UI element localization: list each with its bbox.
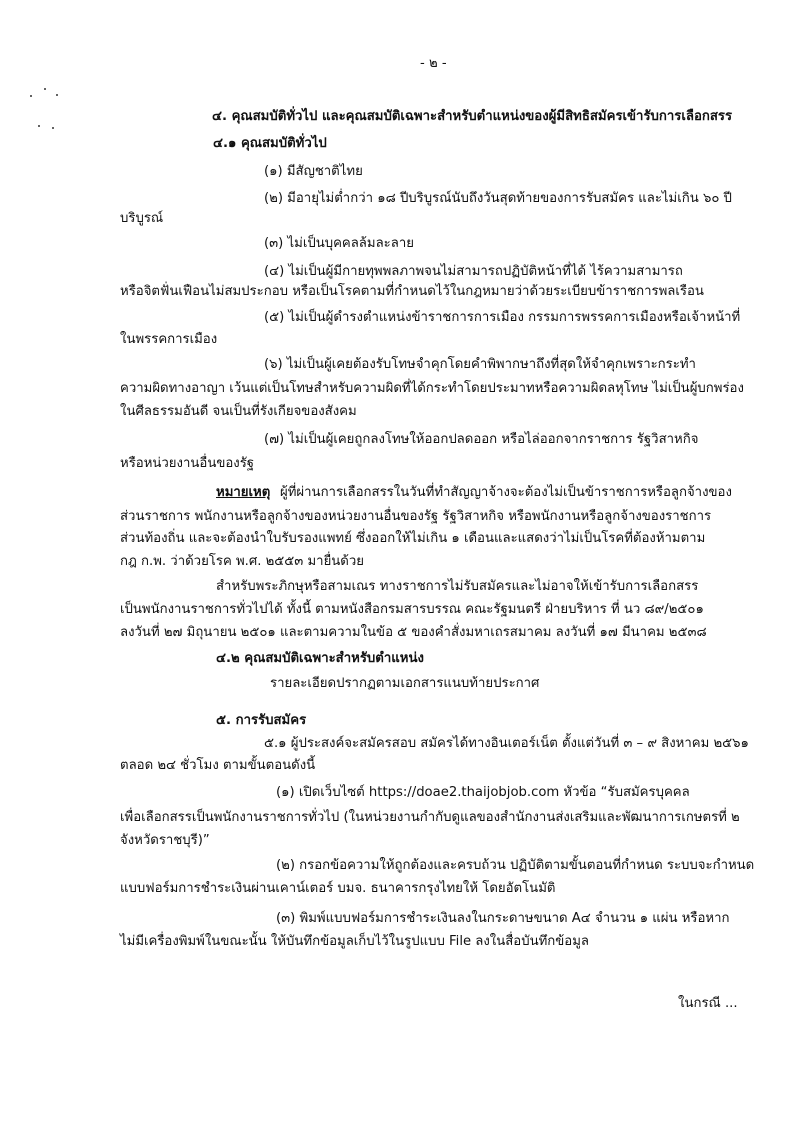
page-number: - ๒ - (420, 56, 447, 71)
text-line: รายละเอียดปรากฏตามเอกสารแนบท้ายประกาศ (270, 676, 540, 691)
scan-speck (44, 88, 46, 90)
text-line: เพื่อเลือกสรรเป็นพนักงานราชการทั่วไป (ในหน่วยงานกำกับดูแลของสำนักงานส่งเสริมและพัฒนาการเกษตรที่ ๒ (120, 810, 740, 825)
text-line: (๑) เปิดเว็บไซต์ https://doae2.thaijobjob.com หัวข้อ “รับสมัครบุคคล (276, 785, 690, 800)
text-line: ส่วนราชการ พนักงานหรือลูกจ้างของหน่วยงานอื่นของรัฐ รัฐวิสาหกิจ หรือพนักงานหรือลูกจ้างของราชการ (120, 509, 712, 524)
text-line: หรือจิตฟั่นเฟือนไม่สมประกอบ หรือเป็นโรคตามที่กำหนดไว้ในกฎหมายว่าด้วยระเบียบข้าราชการพลเรือน (120, 284, 704, 299)
text-line: (๑) มีสัญชาติไทย (264, 164, 363, 179)
text-line: (๒) กรอกข้อความให้ถูกต้องและครบถ้วน ปฏิบัติตามขั้นตอนที่กำหนด ระบบจะกำหนด (276, 858, 755, 873)
text-line: ไม่มีเครื่องพิมพ์ในขณะนั้น ให้บันทึกข้อมูลเก็บไว้ในรูปแบบ File ลงในสื่อบันทึกข้อมูล (120, 934, 589, 949)
text-line: ๕.๑ ผู้ประสงค์จะสมัครสอบ สมัครได้ทางอินเตอร์เน็ต ตั้งแต่วันที่ ๓ – ๙ สิงหาคม ๒๕๖๑ (264, 736, 749, 751)
text-line: ในพรรคการเมือง (120, 332, 218, 347)
text-line: (๕) ไม่เป็นผู้ดำรงตำแหน่งข้าราชการการเมือง กรรมการพรรคการเมืองหรือเจ้าหน้าที่ (264, 310, 741, 325)
scan-speck (30, 95, 32, 97)
text-line: (๒) มีอายุไม่ต่ำกว่า ๑๘ ปีบริบูรณ์นับถึงวันสุดท้ายของการรับสมัคร และไม่เกิน ๖๐ ปี (264, 191, 732, 206)
text-line: เป็นพนักงานราชการทั่วไปได้ ทั้งนี้ ตามหนังสือกรมสารบรรณ คณะรัฐมนตรี ฝ่ายบริหาร ที่ นว ๘๙/๒๕๐๑ (120, 602, 704, 617)
text-line: ลงวันที่ ๒๗ มิถุนายน ๒๕๐๑ และตามความในข้อ ๕ ของคำสั่งมหาเถรสมาคม ลงวันที่ ๑๗ มีนาคม ๒๕๓๘ (120, 625, 707, 640)
text-line: ๔. คุณสมบัติทั่วไป และคุณสมบัติเฉพาะสำหรับตำแหน่งของผู้มีสิทธิสมัครเข้ารับการเลือกสรร (212, 109, 733, 124)
text-line: ผู้ที่ผ่านการเลือกสรรในวันที่ทำสัญญาจ้างจะต้องไม่เป็นข้าราชการหรือลูกจ้างของ (280, 485, 732, 500)
text-line: ๔.๑ คุณสมบัติทั่วไป (213, 136, 327, 151)
text-line: สำหรับพระภิกษุหรือสามเณร ทางราชการไม่รับสมัครและไม่อาจให้เข้ารับการเลือกสรร (216, 579, 699, 594)
text-line: ตลอด ๒๔ ชั่วโมง ตามขั้นตอนดังนี้ (120, 758, 316, 773)
text-line: ๕. การรับสมัคร (216, 713, 307, 728)
text-line: ส่วนท้องถิ่น และจะต้องนำใบรับรองแพทย์ ซึ่งออกให้ไม่เกิน ๑ เดือนและแสดงว่าไม่เป็นโรคที่ต้องห้ามตาม (120, 531, 706, 546)
scan-speck (52, 127, 54, 129)
text-line: ๔.๒ คุณสมบัติเฉพาะสำหรับตำแหน่ง (216, 651, 424, 666)
text-line: แบบฟอร์มการชำระเงินผ่านเคาน์เตอร์ บมจ. ธนาคารกรุงไทยให้ โดยอัตโนมัติ (120, 881, 556, 896)
note-label: หมายเหตุ (216, 485, 271, 500)
text-line: ในศีลธรรมอันดี จนเป็นที่รังเกียจของสังคม (120, 404, 357, 419)
text-line: หรือหน่วยงานอื่นของรัฐ (120, 456, 255, 471)
text-line: (๓) ไม่เป็นบุคคลล้มละลาย (264, 236, 414, 251)
text-line: (๖) ไม่เป็นผู้เคยต้องรับโทษจำคุกโดยคำพิพากษาถึงที่สุดให้จำคุกเพราะกระทำ (264, 357, 696, 372)
text-line: ในกรณี ... (678, 996, 738, 1011)
text-line: จังหวัดราชบุรี)” (120, 833, 210, 848)
text-line: ความผิดทางอาญา เว้นแต่เป็นโทษสำหรับความผิดที่ได้กระทำโดยประมาทหรือความผิดลหุโทษ ไม่เป็นผู้บกพร่อง (120, 381, 744, 396)
scan-speck (56, 94, 58, 96)
text-line: (๔) ไม่เป็นผู้มีกายทุพพลภาพจนไม่สามารถปฏิบัติหน้าที่ได้ ไร้ความสามารถ (264, 264, 683, 279)
text-line: (๗) ไม่เป็นผู้เคยถูกลงโทษให้ออกปลดออก หรือไล่ออกจากราชการ รัฐวิสาหกิจ (264, 432, 699, 447)
text-line: บริบูรณ์ (120, 211, 164, 226)
text-line: กฎ ก.พ. ว่าด้วยโรค พ.ศ. ๒๕๕๓ มายื่นด้วย (120, 554, 365, 569)
scan-speck (38, 125, 40, 127)
text-line: (๓) พิมพ์แบบฟอร์มการชำระเงินลงในกระดาษขนาด A๔ จำนวน ๑ แผ่น หรือหาก (276, 911, 730, 926)
